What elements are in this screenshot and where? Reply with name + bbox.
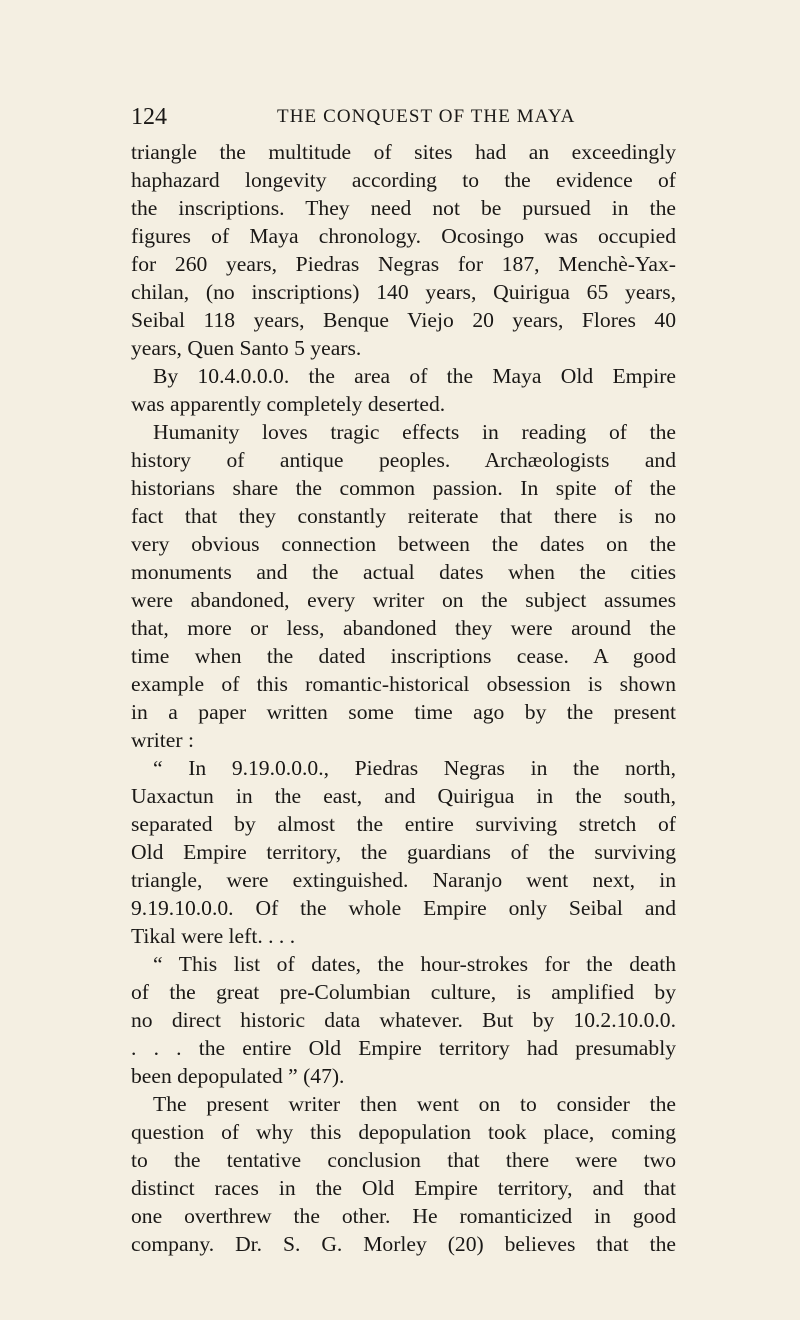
text-line: very obvious connection between the dates on the — [131, 532, 676, 556]
quote-line: no direct historic data whatever. But by 10.2.10.0.0. — [131, 1008, 676, 1032]
text-line: writer : — [131, 728, 194, 752]
quote-line: of the great pre-Columbian culture, is amplified by — [131, 980, 676, 1004]
text-line: haphazard longevity according to the evidence of — [131, 168, 676, 192]
running-head: THE CONQUEST OF THE MAYA — [277, 106, 576, 127]
text-line: for 260 years, Piedras Negras for 187, Menchè-Yax- — [131, 252, 676, 276]
text-line: in a paper written some time ago by the present — [131, 700, 676, 724]
text-line: figures of Maya chronology. Ocosingo was occupied — [131, 224, 676, 248]
text-line: By 10.4.0.0.0. the area of the Maya Old Empire — [153, 364, 676, 388]
text-line: fact that they constantly reiterate that there is no — [131, 504, 676, 528]
text-line: one overthrew the other. He romanticized in good — [131, 1204, 676, 1228]
text-line: question of why this depopulation took place, coming — [131, 1120, 676, 1144]
text-line: that, more or less, abandoned they were around the — [131, 616, 676, 640]
quote-line: 9.19.10.0.0. Of the whole Empire only Seibal and — [131, 896, 676, 920]
body-text — [131, 138, 676, 1258]
text-line: history of antique peoples. Archæologists and — [131, 448, 676, 472]
page-header — [131, 103, 671, 131]
text-line: monuments and the actual dates when the cities — [131, 560, 676, 584]
text-line: chilan, (no inscriptions) 140 years, Quirigua 65 years, — [131, 280, 676, 304]
text-line: Seibal 118 years, Benque Viejo 20 years, Flores 40 — [131, 308, 676, 332]
quote-line: “ In 9.19.0.0.0., Piedras Negras in the north, — [153, 756, 676, 780]
quote-line: separated by almost the entire surviving stretch of — [131, 812, 676, 836]
text-line: time when the dated inscriptions cease. A good — [131, 644, 676, 668]
text-line: the inscriptions. They need not be pursued in the — [131, 196, 676, 220]
text-line: was apparently completely deserted. — [131, 392, 446, 416]
text-line: historians share the common passion. In spite of the — [131, 476, 676, 500]
page-number: 124 — [131, 104, 167, 130]
text-line: were abandoned, every writer on the subject assumes — [131, 588, 676, 612]
quote-line: Old Empire territory, the guardians of the surviving — [131, 840, 676, 864]
text-line: to the tentative conclusion that there were two — [131, 1148, 676, 1172]
quote-line: “ This list of dates, the hour-strokes for the death — [153, 952, 676, 976]
text-line: company. Dr. S. G. Morley (20) believes that the — [131, 1232, 676, 1256]
text-line: The present writer then went on to consider the — [153, 1092, 676, 1116]
quote-line: Tikal were left. . . . — [131, 924, 296, 948]
quote-line: been depopulated ” (47). — [131, 1064, 345, 1088]
text-line: example of this romantic-historical obsession is shown — [131, 672, 676, 696]
quote-line: Uaxactun in the east, and Quirigua in the south, — [131, 784, 676, 808]
quote-line: triangle, were extinguished. Naranjo went next, in — [131, 868, 676, 892]
text-line: Humanity loves tragic effects in reading of the — [153, 420, 676, 444]
text-line: triangle the multitude of sites had an exceedingly — [131, 140, 676, 164]
text-line: distinct races in the Old Empire territory, and that — [131, 1176, 676, 1200]
text-line: years, Quen Santo 5 years. — [131, 336, 362, 360]
quote-line: . . . the entire Old Empire territory had presumably — [131, 1036, 676, 1060]
